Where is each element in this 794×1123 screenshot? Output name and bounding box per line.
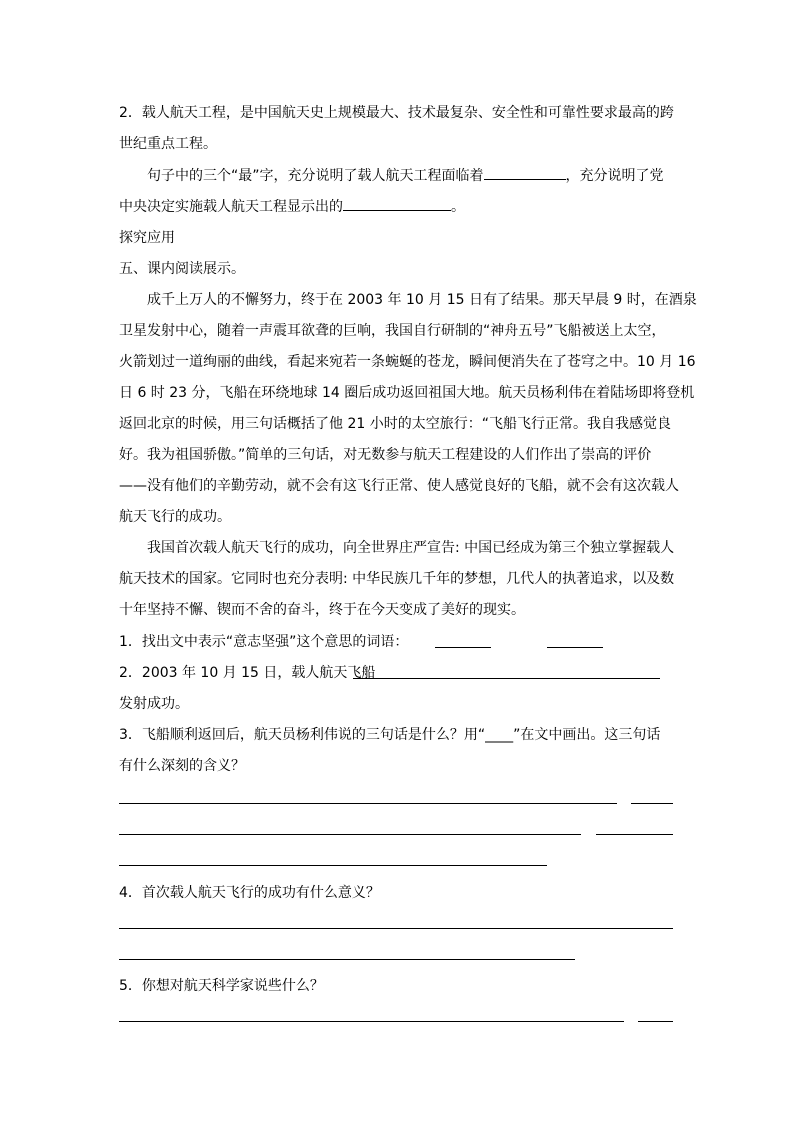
passage-p2-line: 十年坚持不懈、锲而不舍的奋斗，终于在今天变成了美好的现实。 (119, 602, 525, 618)
fill-sentence-line2 (119, 196, 465, 217)
question-3-text-b: ”在文中画出。这三句话 (513, 727, 661, 743)
question-5: 5．你想对航天科学家说些什么？ (119, 978, 324, 994)
answer-line-q1-a[interactable] (435, 647, 491, 648)
answer-line-q1-b[interactable] (547, 647, 603, 648)
question-3-text-a: 3．飞船顺利返回后，航天员杨利伟说的三句话是什么？用“ (119, 727, 486, 743)
answer-line-q4[interactable] (119, 928, 673, 929)
question-2-line1: 2．2003 年 10 月 15 日，载人航天飞船 (119, 665, 376, 681)
answer-line-q3[interactable] (119, 834, 581, 835)
passage-p1-line: 成千上万人的不懈努力，终于在 2003 年 10 月 15 日有了结果。那天早晨 9 时，在酒泉 (147, 292, 697, 308)
item2-line2: 世纪重点工程。 (119, 136, 217, 152)
section-title: 五、课内阅读展示。 (119, 261, 245, 277)
answer-line-q5[interactable] (119, 1021, 624, 1022)
passage-p1-line: 航天飞行的成功。 (119, 509, 231, 525)
item2-line1: 2．载人航天工程，是中国航天史上规模最大、技术最复杂、安全性和可靠性要求最高的跨 (119, 105, 674, 121)
passage-p1-line: 好。我为祖国骄傲。”简单的三句话，对无数参与航天工程建设的人们作出了崇高的评价 (119, 447, 652, 463)
answer-line-q2[interactable] (353, 678, 660, 679)
question-2-line2: 发射成功。 (119, 696, 189, 712)
question-3-line1 (119, 725, 660, 745)
answer-blank-1[interactable] (484, 165, 566, 180)
section-explore: 探究应用 (119, 230, 175, 246)
passage-p1-line: ——没有他们的辛勤劳动，就不会有这飞行正常、使人感觉良好的飞船，就不会有这次载人 (119, 478, 679, 494)
answer-line-q3[interactable] (119, 803, 617, 804)
passage-p1-line: 卫星发射中心，随着一声震耳欲聋的巨响，我国自行研制的“神舟五号”飞船被送上太空， (119, 323, 666, 339)
passage-p2-line: 航天技术的国家。它同时也充分表明: 中华民族几千年的梦想，几代人的执著追求，以及数 (119, 571, 675, 587)
answer-line-q5[interactable] (638, 1021, 673, 1022)
answer-line-q3[interactable] (119, 865, 547, 866)
passage-p1-line: 日 6 时 23 分，飞船在环绕地球 14 圈后成功返回祖国大地。航天员杨利伟在着陆场即将登机 (119, 385, 695, 401)
fill-text-a: 句子中的三个“最”字，充分说明了载人航天工程面临着 (147, 168, 484, 184)
passage-p2-line: 我国首次载人航天飞行的成功，向全世界庄严宣告: 中国已经成为第三个独立掌握载人 (147, 540, 675, 556)
question-1: 1．找出文中表示“意志坚强”这个意思的词语： (119, 634, 409, 650)
fill-text-d: 。 (451, 199, 465, 215)
fill-text-b: ，充分说明了党 (565, 168, 664, 184)
passage-p1-line: 返回北京的时候，用三句话概括了他 21 小时的太空旅行：“飞船飞行正常。我自我感觉良 (119, 416, 671, 432)
question-4: 4．首次载人航天飞行的成功有什么意义？ (119, 885, 380, 901)
underline-mark-sample: ____ (485, 727, 514, 743)
answer-line-q4[interactable] (119, 959, 575, 960)
question-3-line2: 有什么深刻的含义？ (119, 758, 245, 774)
answer-line-q3[interactable] (596, 834, 673, 835)
fill-text-c: 中央决定实施载人航天工程显示出的 (119, 199, 343, 215)
passage-p1-line: 火箭划过一道绚丽的曲线，看起来宛若一条蜿蜒的苍龙，瞬间便消失在了苍穹之中。10 月 16 (119, 354, 696, 370)
answer-line-q3[interactable] (631, 803, 673, 804)
fill-sentence-line1 (147, 165, 664, 186)
answer-blank-2[interactable] (343, 196, 451, 211)
